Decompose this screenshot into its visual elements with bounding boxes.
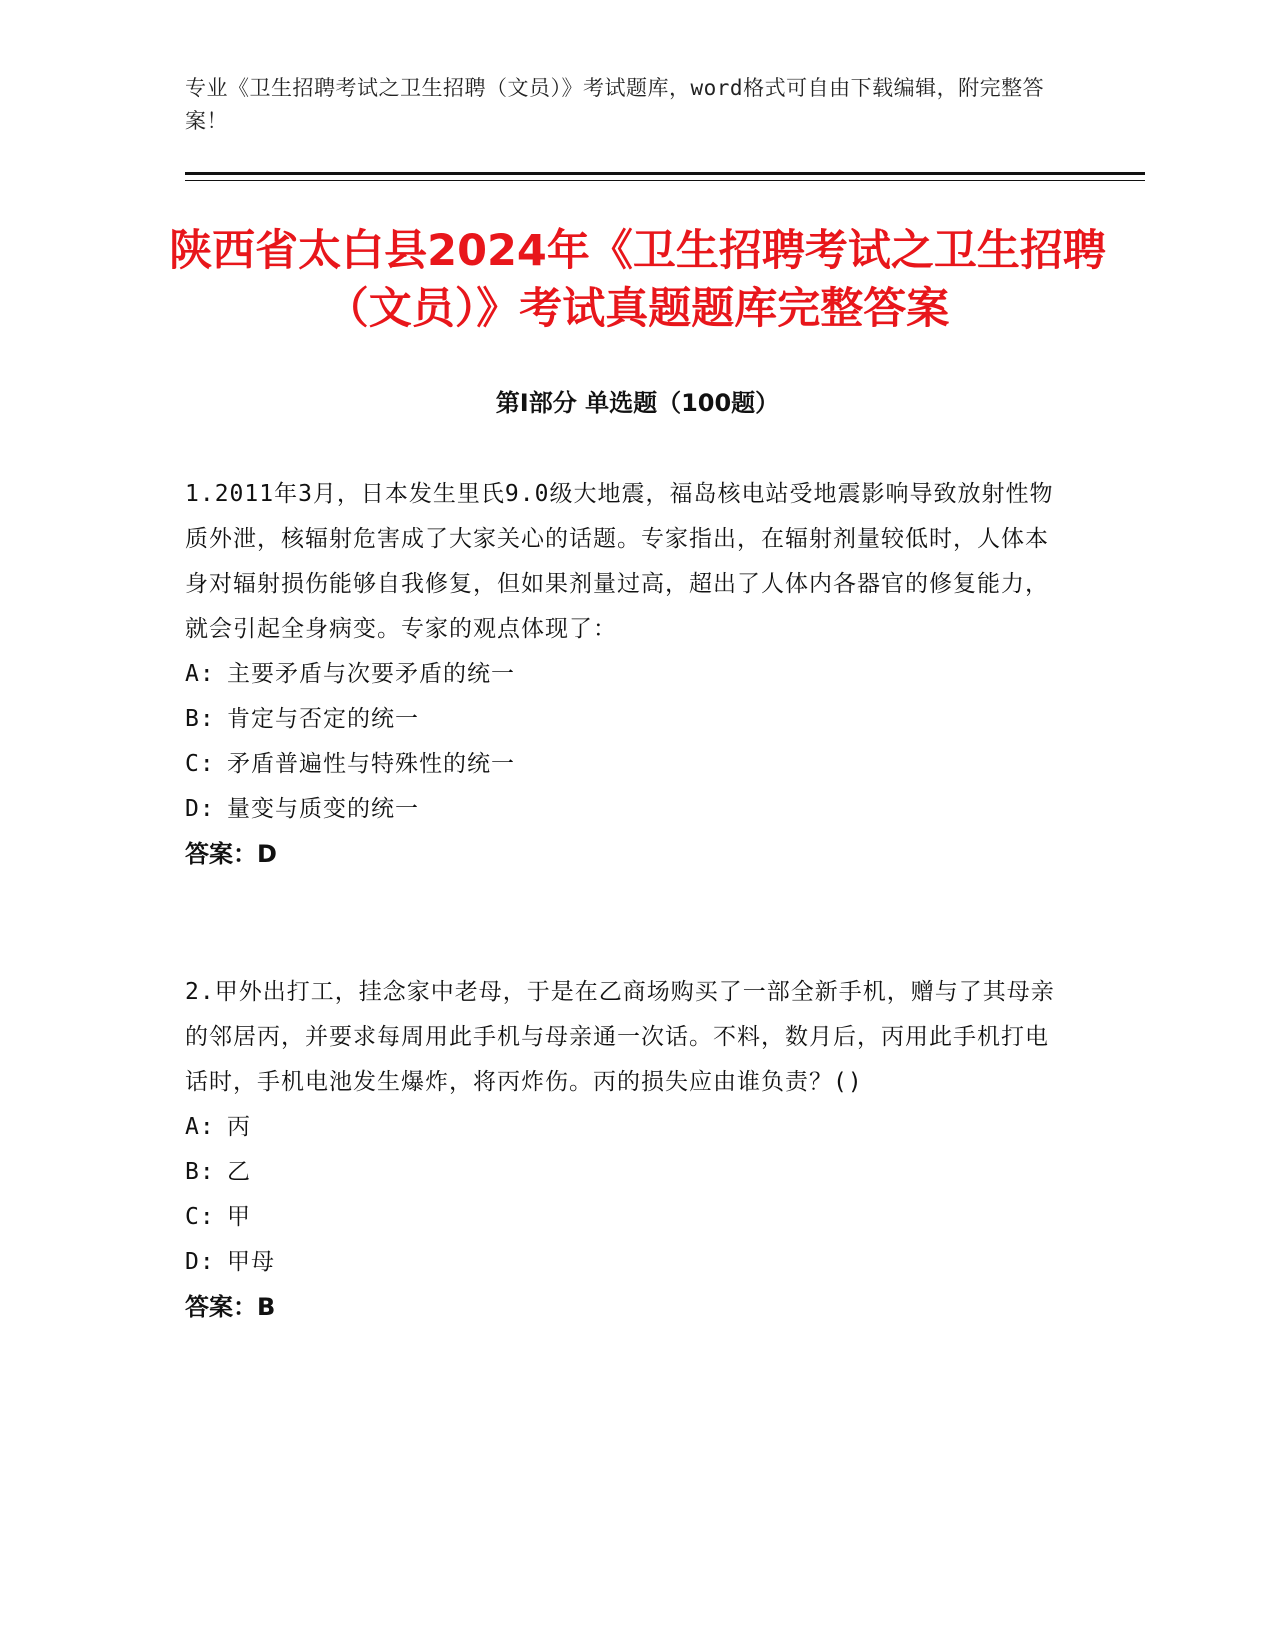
- option-text: 肯定与否定的统一: [227, 706, 419, 732]
- option-c: [185, 742, 1065, 787]
- option-d: [185, 1240, 1065, 1285]
- option-c: [185, 1195, 1065, 1240]
- option-text: 甲母: [227, 1249, 275, 1275]
- document-title: 陕西省太白县2024年《卫生招聘考试之卫生招聘（文员）》考试真题题库完整答案: [169, 226, 1106, 334]
- option-text: 丙: [227, 1114, 251, 1140]
- option-text: 甲: [227, 1204, 251, 1230]
- question-2: [185, 970, 1065, 1330]
- option-letter: C:: [185, 751, 215, 777]
- answer-label: 答案：D: [185, 840, 277, 868]
- option-a: [185, 1105, 1065, 1150]
- header-divider-thin: [185, 180, 1145, 181]
- answer-label: 答案：B: [185, 1293, 276, 1321]
- option-d: [185, 787, 1065, 832]
- header-divider-thick: [185, 172, 1145, 175]
- option-letter: C:: [185, 1204, 215, 1230]
- option-letter: A:: [185, 1114, 215, 1140]
- section-heading: 第I部分 单选题（100题）: [495, 389, 780, 417]
- option-b: [185, 1150, 1065, 1195]
- option-b: [185, 697, 1065, 742]
- option-letter: B:: [185, 706, 215, 732]
- option-letter: D:: [185, 1249, 215, 1275]
- option-letter: D:: [185, 796, 215, 822]
- option-text: 矛盾普遍性与特殊性的统一: [227, 751, 515, 777]
- option-text: 量变与质变的统一: [227, 796, 419, 822]
- option-letter: A:: [185, 661, 215, 687]
- option-letter: B:: [185, 1159, 215, 1185]
- option-a: [185, 652, 1065, 697]
- question-stem: 2.甲外出打工，挂念家中老母，于是在乙商场购买了一部全新手机，赠与了其母亲的邻居丙，并要求每周用此手机与母亲通一次话。不料，数月后，丙用此手机打电话时，手机电池发生爆炸，将丙炸伤。丙的损失应由谁负责？(): [185, 979, 1055, 1095]
- option-text: 乙: [227, 1159, 251, 1185]
- header-note: 专业《卫生招聘考试之卫生招聘（文员）》考试题库，word格式可自由下载编辑，附完整答案！: [185, 76, 1045, 133]
- option-text: 主要矛盾与次要矛盾的统一: [227, 661, 515, 687]
- question-stem: 1.2011年3月，日本发生里氏9.0级大地震，福岛核电站受地震影响导致放射性物质外泄，核辐射危害成了大家关心的话题。专家指出，在辐射剂量较低时，人体本身对辐射损伤能够自我修复，但如果剂量过高，超出了人体内各器官的修复能力，就会引起全身病变。专家的观点体现了：: [185, 481, 1054, 642]
- question-1: [185, 472, 1065, 877]
